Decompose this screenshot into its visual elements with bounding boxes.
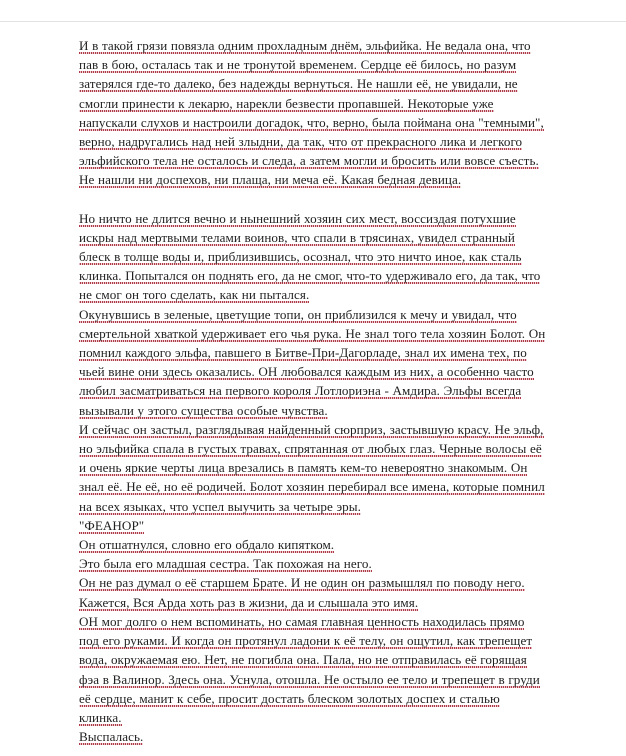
paragraph-text: Он отшатнулся, словно его обдало кипятком. xyxy=(79,537,335,553)
document-canvas[interactable] xyxy=(0,22,626,745)
paragraph-text: И в такой грязи повязла одним прохладным днём, эльфийка. Не ведала она, что пав в бою, осталась так и не тронутой временем. Сердце её билось, но разум затерялся где-то далеко, без надежды вернуться. Не нашли её, не увидали, не смогли принести к лекарю, нарекли безвести пропавшей. Некоторые уже напускали слухов и настроили догадок, что, верно, была поймана она "темными", верно, надругались над ней злыдни, да так, что от прекрасного лика и легкого эльфийского тела не осталось и следа, а затем могли и бросить или вовсе съесть. Не нашли ни доспехов, ни плаща, ни меча её. Какая бедная девица. xyxy=(79,38,544,188)
paragraph-text: Это была его младшая сестра. Так похожая на него. xyxy=(79,556,372,572)
paragraph xyxy=(79,573,546,592)
paragraph-spacer xyxy=(79,190,546,209)
paragraph xyxy=(79,593,546,612)
paragraph xyxy=(79,727,546,746)
paragraph-text: ОН мог долго о нем вспоминать, но самая главная ценность находилась прямо под его руками. И когда он протянул ладони к её телу, он ощутил, как трепещет вода, окружаемая ею. Нет, не погибла она. Пала, но не отправилась её горящая фэа в Валинор. Здесь она. Уснула, отошла. Не остыло ее тело и трепещет в груди её сердце, манит к себе, просит достать блеском золотых доспех и сталью клинка. xyxy=(79,613,540,725)
paragraph xyxy=(79,554,546,573)
paragraph xyxy=(79,516,546,535)
paragraph-text: Выспалась. xyxy=(79,729,144,745)
paragraph xyxy=(79,305,546,420)
document-text-area[interactable] xyxy=(0,22,626,756)
paragraph-text: И сейчас он застыл, разглядывая найденный сюрприз, застывшую красу. Не эльф, но эльфийка спала в густых травах, спрятанная от любых глаз. Черные волосы её и очень яркие черты лица врезались в память кем-то невероятно знакомым. Он знал её. Не её, но её родичей. Болот хозяин перебирал все имена, которые помнил на всех языках, что успел выучить за четыре эры. xyxy=(79,421,545,514)
paragraph xyxy=(79,420,546,516)
paragraph-text: "ФЕАНОР" xyxy=(79,517,145,533)
paragraph-text: Кажется, Вся Арда хоть раз в жизни, да и слышала это имя. xyxy=(79,594,419,610)
paragraph-text: Он не раз думал о её старшем Брате. И не один он размышлял по поводу него. xyxy=(79,575,525,591)
paragraph xyxy=(79,209,546,305)
paragraph xyxy=(79,612,546,727)
paragraph xyxy=(79,36,546,190)
paragraph-text: Но ничто не длится вечно и нынешний хозяин сих мест, воссиздая потухшие искры над мертвыми телами воинов, что спали в трясинах, увидел странный блеск в толще воды и, приблизившись, осознал, что это ничто иное, как сталь клинка. Попытался он поднять его, да не смог, что-то удерживало его, да так, что не смог он того сделать, как ни пытался. xyxy=(79,210,541,303)
paragraph xyxy=(79,535,546,554)
paragraph-text: Окунувшись в зеленые, цветущие топи, он приблизился к мечу и увидал, что смертельной хваткой удерживает его чья рука. Не знал того тела хозяин Болот. Он помнил каждого эльфа, павшего в Битве-При-Дагорладе, знал их имена тех, по чьей вине они здесь оказались. ОН любовался каждым из них, а особенно часто любил засматриваться на первого короля Лотлориэна - Амдира. Эльфы всегда вызывали у этого существа особые чувства. xyxy=(79,306,546,418)
